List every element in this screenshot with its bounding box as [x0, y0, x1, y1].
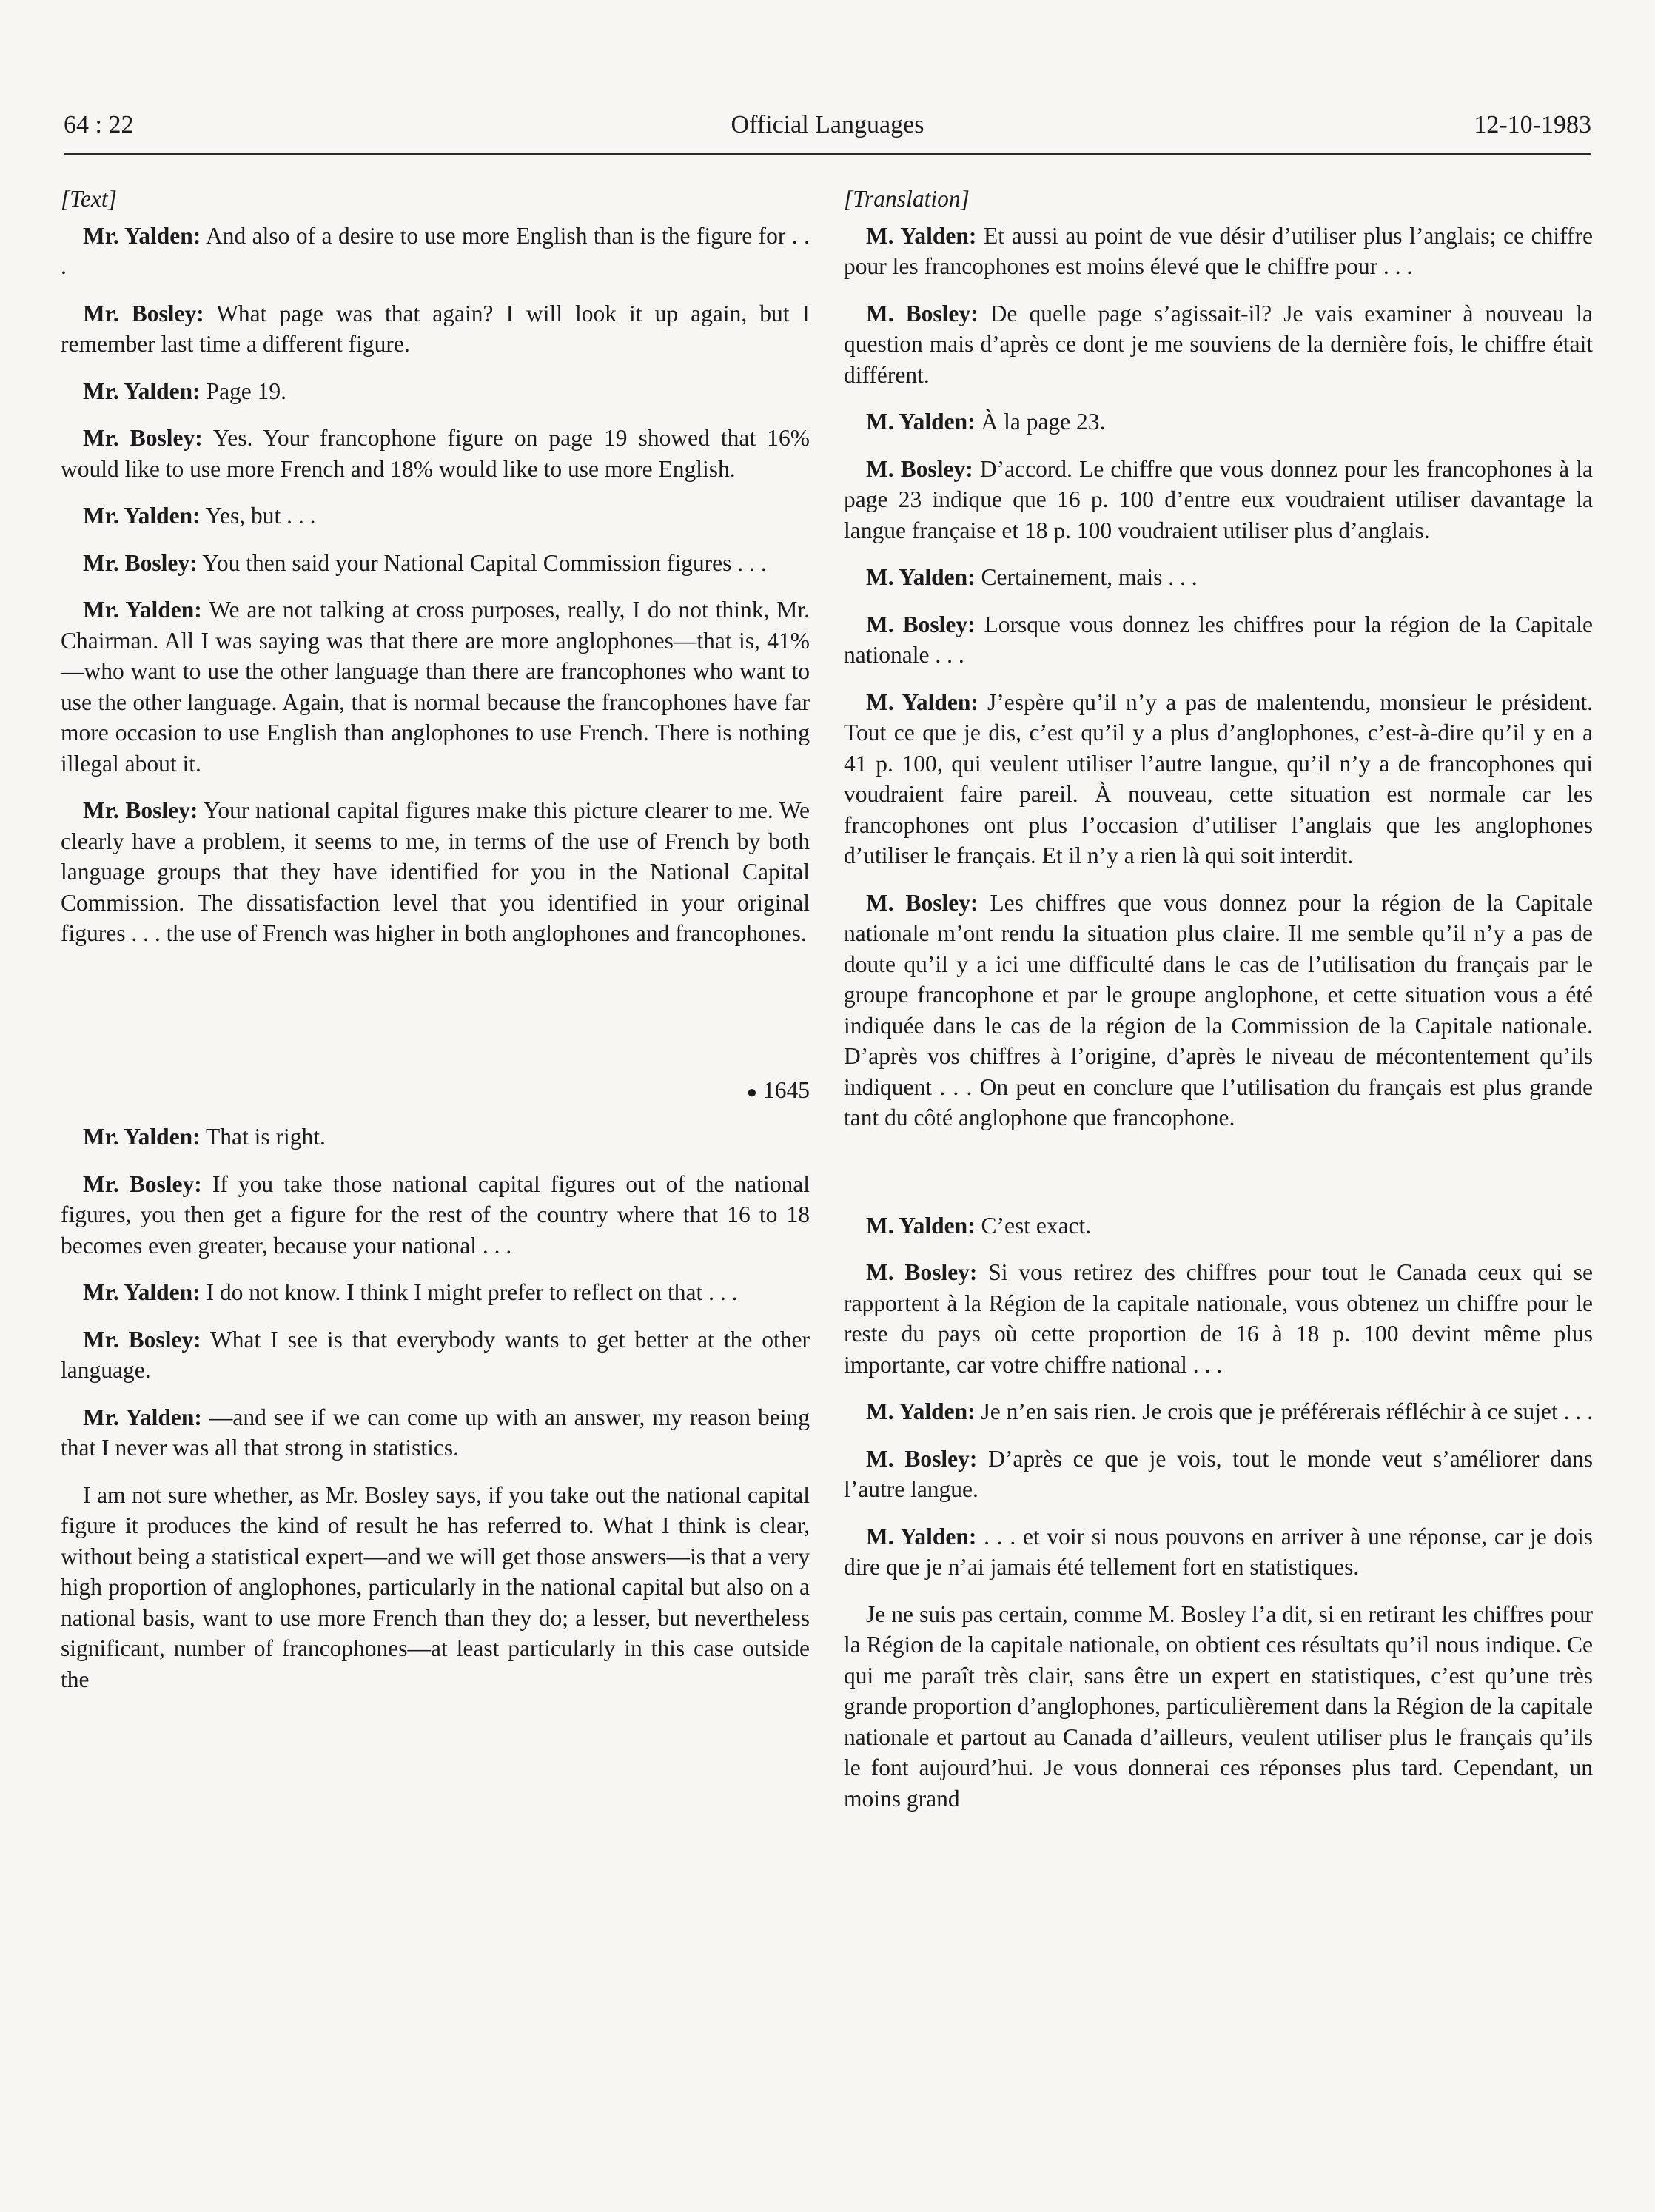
speaker-name: Mr. Bosley: — [83, 300, 204, 326]
paragraph-text: What I see is that everybody wants to get better at the other language. — [61, 1326, 810, 1383]
speaker-name: M. Bosley: — [866, 300, 978, 326]
section-label: [Text] — [61, 186, 117, 212]
speaker-name: M. Yalden: — [866, 1212, 976, 1239]
speaker-name: Mr. Bosley: — [83, 425, 203, 451]
speaker-name: Mr. Bosley: — [83, 1326, 201, 1353]
paragraph-text: À la page 23. — [975, 409, 1106, 435]
paragraph-text: Your national capital figures make this picture clearer to me. We clearly have a problem, it seems to me, in terms of the use of French by both language groups that they have identified for you in the National Capital Commission. The dissatisfaction level that you identified in your original figures . . . the use of French was higher in both anglophones and francophones. — [61, 797, 810, 946]
speaker-name: Mr. Yalden: — [83, 597, 202, 623]
dialogue-paragraph — [844, 562, 1593, 593]
french-paragraphs-b — [844, 1210, 1593, 1814]
dialogue-paragraph — [844, 1257, 1593, 1380]
paragraph-text: D’accord. Le chiffre que vous donnez pour les francophones à la page 23 indique que 16 p. 100 d’entre eux voudraient utiliser davantage la langue française et 18 p. 100 voudraient utiliser plus d’anglais. — [844, 455, 1593, 543]
paragraph-text: Les chiffres que vous donnez pour la région de la Capitale nationale m’ont rendu la situation plus claire. Il me semble qu’il n’y a pas de doute qu’il y a ici une difficulté dans le cas de l’utilisation du français par le groupe francophone et par le groupe anglophone, et cette situation vous a été indiquée dans le cas de la région de la Commission de la Capitale nationale. D’après vos chiffres à l’origine, d’après le niveau de mécontentement qu’ils indiquent . . . On peut en conclure que l’utilisation du français est plus grande tant du côté anglophone que francophone. — [844, 889, 1593, 1130]
english-column — [61, 178, 810, 1724]
dialogue-paragraph — [61, 423, 810, 484]
dialogue-paragraph — [844, 1444, 1593, 1505]
speaker-name: Mr. Bosley: — [83, 1170, 202, 1197]
dialogue-paragraph — [844, 1521, 1593, 1583]
dialogue-paragraph — [844, 1396, 1593, 1427]
english-paragraphs-a — [61, 221, 810, 949]
dialogue-paragraph — [844, 1210, 1593, 1241]
speaker-name: M. Bosley: — [866, 1445, 978, 1472]
speaker-name: Mr. Bosley: — [83, 549, 198, 576]
paragraph-text: We are not talking at cross purposes, really, I do not think, Mr. Chairman. All I was saying was that there are more anglophones—that is, 41%—who want to use the other language than there are francophones who want to use the other language. Again, that is normal because the francophones have far more occasion to use English than anglophones to use French. There is nothing illegal about it. — [61, 597, 810, 777]
dialogue-paragraph — [61, 548, 810, 579]
paragraph-text: I am not sure whether, as Mr. Bosley says, if you take out the national capital figure it produces the kind of result he has referred to. What I think is clear, without being a statistical expert—and we will get those answers—is that a very high proportion of anglophones, particularly in the national capital but also on a national basis, want to use more French than they do; a lesser, but nevertheless significant, number of francophones—at least particularly in this case outside the — [61, 1481, 810, 1692]
french-paragraphs-a — [844, 221, 1593, 1133]
dialogue-paragraph — [61, 795, 810, 949]
dialogue-paragraph — [844, 406, 1593, 438]
dialogue-paragraph — [844, 687, 1593, 871]
speaker-name: Mr. Yalden: — [83, 378, 201, 404]
dialogue-paragraph — [844, 221, 1593, 282]
dialogue-paragraph — [61, 376, 810, 407]
paragraph-text: J’espère qu’il n’y a pas de malentendu, monsieur le président. Tout ce que je dis, c’est qu’il y a plus d’anglophones, c’est-à-dire qu’il y en a 41 p. 100, qui veulent utiliser l’autre langue, qu’il n’y a de francophones qui voudraient faire pareil. À nouveau, cette situation est normale car les francophones ont plus l’occasion d’utiliser l’anglais que les anglophones d’utiliser le français. Et il n’y a rien là qui soit interdit. — [844, 688, 1593, 868]
speaker-name: M. Yalden: — [866, 1398, 976, 1424]
speaker-name: Mr. Yalden: — [83, 222, 201, 249]
time-marker-text: 1645 — [763, 1076, 810, 1103]
speaker-name: M. Yalden: — [866, 688, 978, 715]
dialogue-paragraph — [844, 454, 1593, 546]
paragraph-text: Yes. Your francophone figure on page 19 showed that 16% would like to use more French and 18% would like to use more English. — [61, 425, 810, 482]
paragraph-text: Lorsque vous donnez les chiffres pour la région de la Capitale nationale . . . — [844, 611, 1593, 668]
speaker-name: Mr. Yalden: — [83, 1404, 202, 1430]
section-label-text: Translation — [853, 186, 961, 212]
speaker-name: Mr. Yalden: — [83, 1124, 201, 1150]
section-label: [Translation] — [844, 186, 970, 212]
bullet-icon: ● — [746, 1082, 758, 1102]
speaker-name: M. Bosley: — [866, 889, 978, 916]
dialogue-paragraph — [844, 298, 1593, 391]
dialogue-paragraph — [61, 594, 810, 779]
paragraph-text: That is right. — [200, 1124, 326, 1150]
dialogue-paragraph — [844, 1599, 1593, 1814]
paragraph-text: I do not know. I think I might prefer to reflect on that . . . — [200, 1279, 738, 1305]
speaker-name: M. Bosley: — [866, 455, 973, 482]
paragraph-text: Si vous retirez des chiffres pour tout le Canada ceux qui se rapportent à la Région de la capitale nationale, vous obtenez un chiffre pour le reste du pays où cette proportion de 16 à 18 p. 100 devint même plus importante, car votre chiffre national . . . — [844, 1259, 1593, 1378]
meeting-date: 12-10-1983 — [1474, 111, 1591, 138]
dialogue-paragraph — [61, 500, 810, 532]
speaker-name: Mr. Yalden: — [83, 503, 201, 529]
speaker-name: Mr. Bosley: — [83, 797, 198, 823]
paragraph-text: Je n’en sais rien. Je crois que je préférerais réfléchir à ce sujet . . . — [975, 1398, 1593, 1424]
page-number: 64 : 22 — [64, 111, 134, 138]
section-label-text: Text — [70, 186, 108, 212]
dialogue-paragraph — [844, 609, 1593, 671]
paragraph-text: Yes, but . . . — [200, 503, 316, 529]
paragraph-text: De quelle page s’agissait-il? Je vais examiner à nouveau la question mais d’après ce dont je me souviens de la dernière fois, le chiffre était différent. — [844, 300, 1593, 388]
dialogue-paragraph — [61, 221, 810, 282]
dialogue-paragraph — [61, 1480, 810, 1695]
paragraph-text: If you take those national capital figures out of the national figures, you then get a figure for the rest of the country where that 16 to 18 becomes even greater, because your national . . . — [61, 1170, 810, 1259]
dialogue-paragraph — [61, 1402, 810, 1464]
french-column — [844, 178, 1593, 1843]
paragraph-text: What page was that again? I will look it up again, but I remember last time a different figure. — [61, 300, 810, 357]
dialogue-paragraph — [61, 1169, 810, 1261]
page-header — [64, 111, 1591, 155]
paragraph-text: Et aussi au point de vue désir d’utiliser plus l’anglais; ce chiffre pour les francophones est moins élevé que le chiffre pour . . . — [844, 222, 1593, 279]
dialogue-paragraph — [61, 1324, 810, 1386]
dialogue-paragraph — [61, 1122, 810, 1153]
paragraph-text: C’est exact. — [975, 1212, 1092, 1239]
paragraph-text: . . . et voir si nous pouvons en arriver à une réponse, car je dois dire que je n’ai jamais été tellement fort en statistiques. — [844, 1523, 1593, 1580]
speaker-name: M. Yalden: — [866, 1523, 977, 1549]
dialogue-paragraph — [844, 888, 1593, 1133]
column-gap — [844, 1150, 1593, 1210]
paragraph-text: Certainement, mais . . . — [975, 564, 1198, 590]
dialogue-paragraph — [61, 1277, 810, 1308]
time-marker — [61, 1075, 810, 1109]
paragraph-text: —and see if we can come up with an answer, my reason being that I never was all that strong in statistics. — [61, 1404, 810, 1461]
paragraph-text: Je ne suis pas certain, comme M. Bosley l’a dit, si en retirant les chiffres pour la Région de la capitale nationale, on obtient ces résultats qu’il nous indique. Ce qui me paraît très clair, sans être un expert en statistiques, c’est qu’une très grande proportion d’anglophones, particulièrement dans la Région de la capitale nationale et partout au Canada d’ailleurs, veulent utiliser plus le français qu’ils le font aujourd’hui. Je vous donnerai ces réponses plus tard. Cependant, un moins grand — [844, 1601, 1593, 1812]
speaker-name: Mr. Yalden: — [83, 1279, 201, 1305]
speaker-name: M. Bosley: — [866, 611, 976, 637]
paragraph-text: And also of a desire to use more English than is the figure for . . . — [61, 222, 810, 279]
english-paragraphs-b — [61, 1122, 810, 1695]
publication-title: Official Languages — [731, 111, 924, 138]
paragraph-text: D’après ce que je vois, tout le monde veut s’améliorer dans l’autre langue. — [844, 1445, 1593, 1502]
dialogue-paragraph — [61, 298, 810, 360]
speaker-name: M. Yalden: — [866, 564, 976, 590]
paragraph-text: Page 19. — [200, 378, 287, 404]
speaker-name: M. Yalden: — [866, 222, 977, 249]
speaker-name: M. Yalden: — [866, 409, 976, 435]
paragraph-text: You then said your National Capital Commission figures . . . — [197, 549, 767, 576]
speaker-name: M. Bosley: — [866, 1259, 978, 1285]
